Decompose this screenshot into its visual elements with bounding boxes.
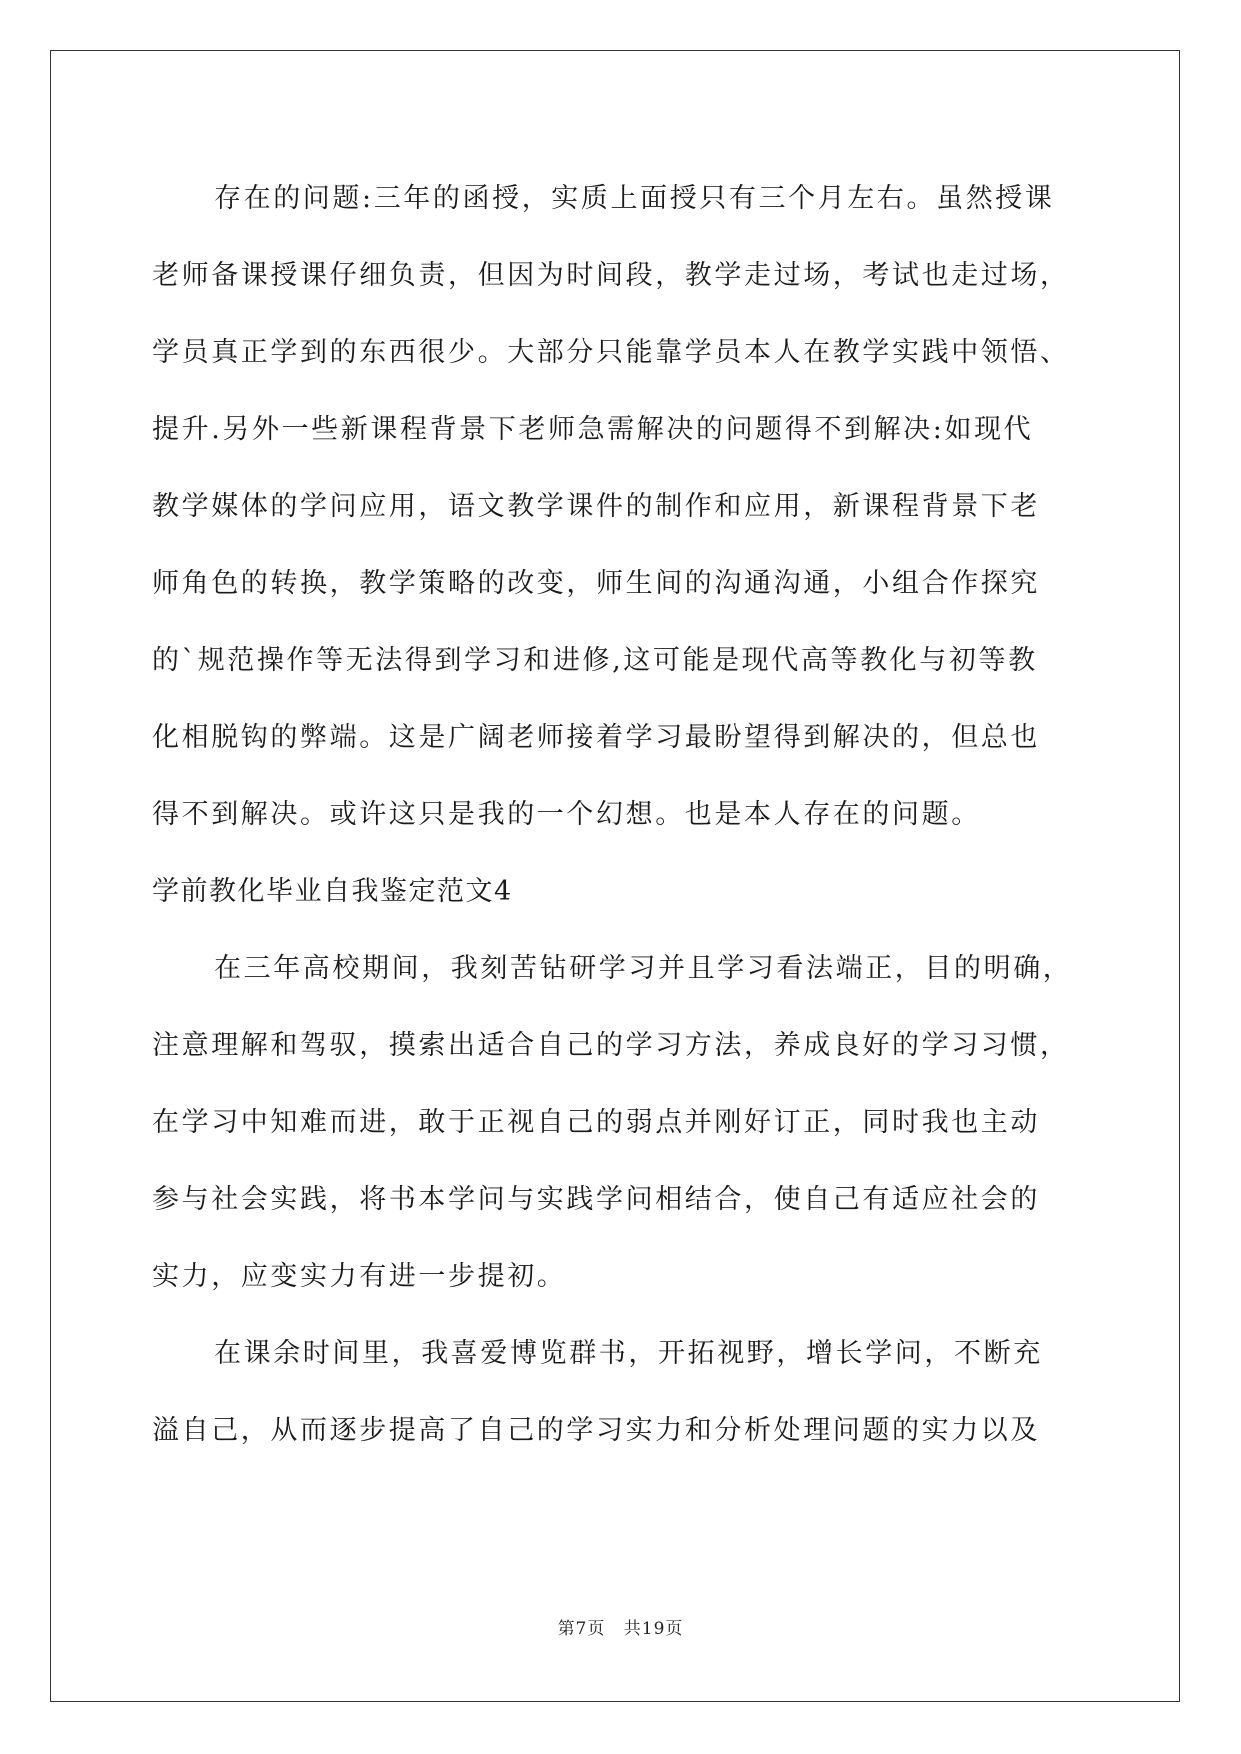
paragraph-line: 提升.另外一些新课程背景下老师急需解决的问题得不到解决:如现代 bbox=[152, 414, 1034, 445]
paragraph-line: 在课余时间里，我喜爱博览群书，开拓视野，增长学问，不断充 bbox=[214, 1338, 1043, 1369]
paragraph-line: 溢自己，从而逐步提高了自己的学习实力和分析处理问题的实力以及 bbox=[152, 1415, 1040, 1446]
page-footer bbox=[0, 1614, 1241, 1639]
paragraph-line: 师角色的转换，教学策略的改变，师生间的沟通沟通，小组合作探究 bbox=[152, 568, 1040, 599]
paragraph-line: 得不到解决。或许这只是我的一个幻想。也是本人存在的问题。 bbox=[152, 799, 981, 830]
paragraph-line: 实力，应变实力有进一步提初。 bbox=[152, 1261, 567, 1292]
paragraph-line: 在三年高校期间，我刻苦钻研学习并且学习看法端正，目的明确， bbox=[214, 953, 1073, 984]
section-heading: 学前教化毕业自我鉴定范文4 bbox=[152, 876, 513, 907]
document-body bbox=[152, 160, 1097, 1469]
paragraph-line: 参与社会实践，将书本学问与实践学问相结合，使自己有适应社会的 bbox=[152, 1184, 1040, 1215]
page-number: 第7页 bbox=[557, 1619, 606, 1639]
paragraph-line: 存在的问题:三年的函授，实质上面授只有三个月左右。虽然授课 bbox=[214, 183, 1055, 214]
paragraph-line: 学员真正学到的东西很少。大部分只能靠学员本人在教学实践中领悟、 bbox=[152, 337, 1070, 368]
paragraph-line: 的`规范操作等无法得到学习和进修,这可能是现代高等教化与初等教 bbox=[152, 645, 1038, 676]
paragraph-line: 化相脱钩的弊端。这是广阔老师接着学习最盼望得到解决的，但总也 bbox=[152, 722, 1040, 753]
paragraph-line: 教学媒体的学问应用，语文教学课件的制作和应用，新课程背景下老 bbox=[152, 491, 1040, 522]
paragraph-line: 老师备课授课仔细负责，但因为时间段，教学走过场，考试也走过场， bbox=[152, 260, 1070, 291]
paragraph-line: 在学习中知难而进，敢于正视自己的弱点并刚好订正，同时我也主动 bbox=[152, 1107, 1040, 1138]
paragraph-line: 注意理解和驾驭，摸索出适合自己的学习方法，养成良好的学习习惯， bbox=[152, 1030, 1070, 1061]
page-total: 共19页 bbox=[623, 1619, 684, 1639]
